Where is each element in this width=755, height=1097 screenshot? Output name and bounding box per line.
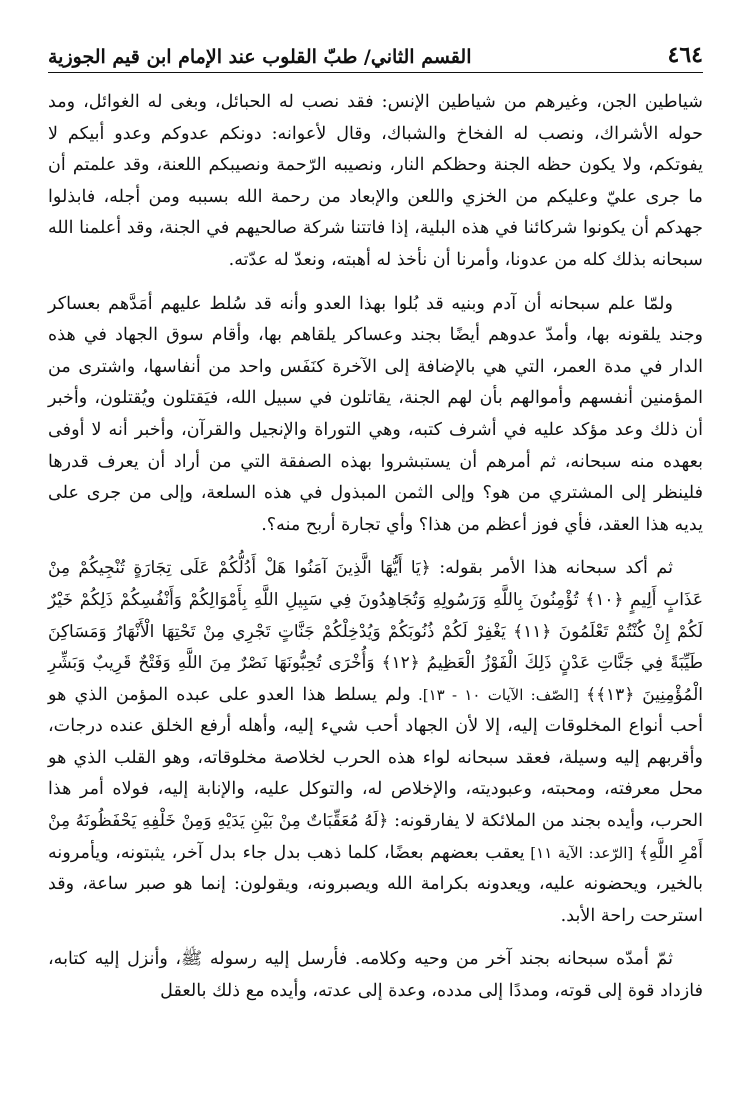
paragraph-3 bbox=[48, 553, 703, 932]
quran-verse-2: ﴿لَهُ مُعَقِّبَاتٌ مِنْ بَيْنِ يَدَيْهِ وَمِنْ خَلْفِهِ يَحْفَظُونَهُ مِنْ أَمْرِ اللَّهِ﴾ bbox=[48, 811, 703, 863]
paragraph-4 bbox=[48, 944, 703, 1007]
paragraph-intro: ثم أكد سبحانه هذا الأمر بقوله: bbox=[430, 558, 673, 579]
verse-citation: [الصّف: الآيات ١٠ - ١٣]. bbox=[410, 685, 587, 704]
verse-citation-2: [الرّعد: الآية ١١] bbox=[524, 843, 639, 862]
paragraph-2 bbox=[48, 289, 703, 542]
page-number: ٤٦٤ bbox=[667, 42, 703, 68]
paragraph-text: شياطين الجن، وغيرهم من شياطين الإنس: فقد نصب له الحبائل، وبغى له الغوائل، ومد حوله الأشراك، ونصب له الفخاخ والشباك، وقال لأعوانه: دونكم عدوكم وعدو أبيكم لا يفوتكم، ولا يكون حظه الجنة وحظكم النار، ونصيبه الرّحمة ونصيبكم اللعنة، وقد علمتم أن ما جرى عليّ وعليكم من الخزي واللعن والإبعاد من رحمة الله بسببه ومن أجله، فابذلوا جهدكم أن يكونوا شركائنا في هذه البلية، إذا فاتتنا شركة صالحيهم في الجنة، وقد أعلمنا الله سبحانه بذلك كله من عدونا، وأمرنا أن نأخذ له أهبته، ونعدّ له عدّته. bbox=[48, 92, 703, 270]
paragraph-text: ثمّ أمدّه سبحانه بجند آخر من وحيه وكلامه. فأرسل إليه رسوله ﷺ، وأنزل إليه كتابه، فازداد قوة إلى قوته، ومددًا إلى مدده، وعدة إلى عدته، وأيده مع ذلك بالعقل bbox=[48, 949, 703, 1002]
paragraph-text-2: يعقب بعضهم بعضًا، كلما ذهب بدل جاء بدل آخر، يثبتونه، ويأمرونه بالخير، ويحضونه عليه، ويعدونه بكرامة الله ويصبرونه، ويقولون: إنما هو صبر ساعة، وقد استرحت راحة الأبد. bbox=[48, 842, 703, 926]
page-body bbox=[48, 87, 703, 1008]
header-rule bbox=[48, 72, 703, 73]
header-title: القسم الثاني/ طبّ القلوب عند الإمام ابن قيم الجوزية bbox=[48, 46, 472, 68]
running-header bbox=[48, 36, 703, 68]
paragraph-text: ولم يسلط هذا العدو على عبده المؤمن الذي هو أحب أنواع المخلوقات إليه، إلا لأن الجهاد أحب شيء إليه، وأهله أرفع الخلق عنده درجات، وأقربهم إليه وسيلة، فعقد سبحانه لواء هذه الحرب لخلاصة مخلوقاته، وهو القلب الذي هو محل معرفته، ومحبته، وعبوديته، والإخلاص له، والتوكل عليه، والإنابة إليه، فولاه أمر هذا الحرب، وأيده بجند من الملائكة لا يفارقونه: bbox=[48, 684, 703, 832]
paragraph-1 bbox=[48, 87, 703, 277]
quran-verse: ﴿يَا أَيُّهَا الَّذِينَ آمَنُوا هَلْ أَدُلُّكُمْ عَلَى تِجَارَةٍ تُنْجِيكُمْ مِنْ عَذَابٍ أَلِيمٍ ﴿١٠﴾ تُؤْمِنُونَ بِاللَّهِ وَرَسُولِهِ وَتُجَاهِدُونَ فِي سَبِيلِ اللَّهِ بِأَمْوَالِكُمْ وَأَنْفُسِكُمْ ذَلِكُمْ خَيْرٌ لَكُمْ إِنْ كُنْتُمْ تَعْلَمُونَ ﴿١١﴾ يَغْفِرْ لَكُمْ ذُنُوبَكُمْ وَيُدْخِلْكُمْ جَنَّاتٍ تَجْرِي مِنْ تَحْتِهَا الْأَنْهَارُ وَمَسَاكِنَ طَيِّبَةً فِي جَنَّاتِ عَدْنٍ ذَلِكَ الْفَوْزُ الْعَظِيمُ ﴿١٢﴾ وَأُخْرَى تُحِبُّونَهَا نَصْرٌ مِنَ اللَّهِ وَفَتْحٌ قَرِيبٌ وَبَشِّرِ الْمُؤْمِنِينَ ﴿١٣﴾﴾ bbox=[48, 558, 704, 705]
paragraph-text: ولمّا علم سبحانه أن آدم وبنيه قد بُلوا بهذا العدو وأنه قد سُلط عليهم أمَدَّهم بعساكر وجند يلقونه بها، وأمدّ عدوهم أيضًا بجند وعساكر يلقاهم بها، وأقام سوق الجهاد في هذه الدار في مدة العمر، التي هي بالإضافة إلى الآخرة كنَفَس واحد من أنفاسها، واشترى من المؤمنين أنفسهم وأموالهم بأن لهم الجنة، يقاتلون في سبيل الله، فيَقتلون ويُقتلون، وأخبر أن ذلك وعد مؤكد عليه في أشرف كتبه، وهي التوراة والإنجيل والقرآن، وأخبر أنه لا أوفى بعهده منه سبحانه، ثم أمرهم أن يستبشروا بهذه الصفقة التي من أراد أن يعرف قدرها فلينظر إلى المشتري من هو؟ وإلى الثمن المبذول في هذه السلعة، وإلى من جرى على يديه هذا العقد، فأي فوز أعظم من هذا؟ وأي تجارة أربح منه؟. bbox=[48, 293, 703, 535]
